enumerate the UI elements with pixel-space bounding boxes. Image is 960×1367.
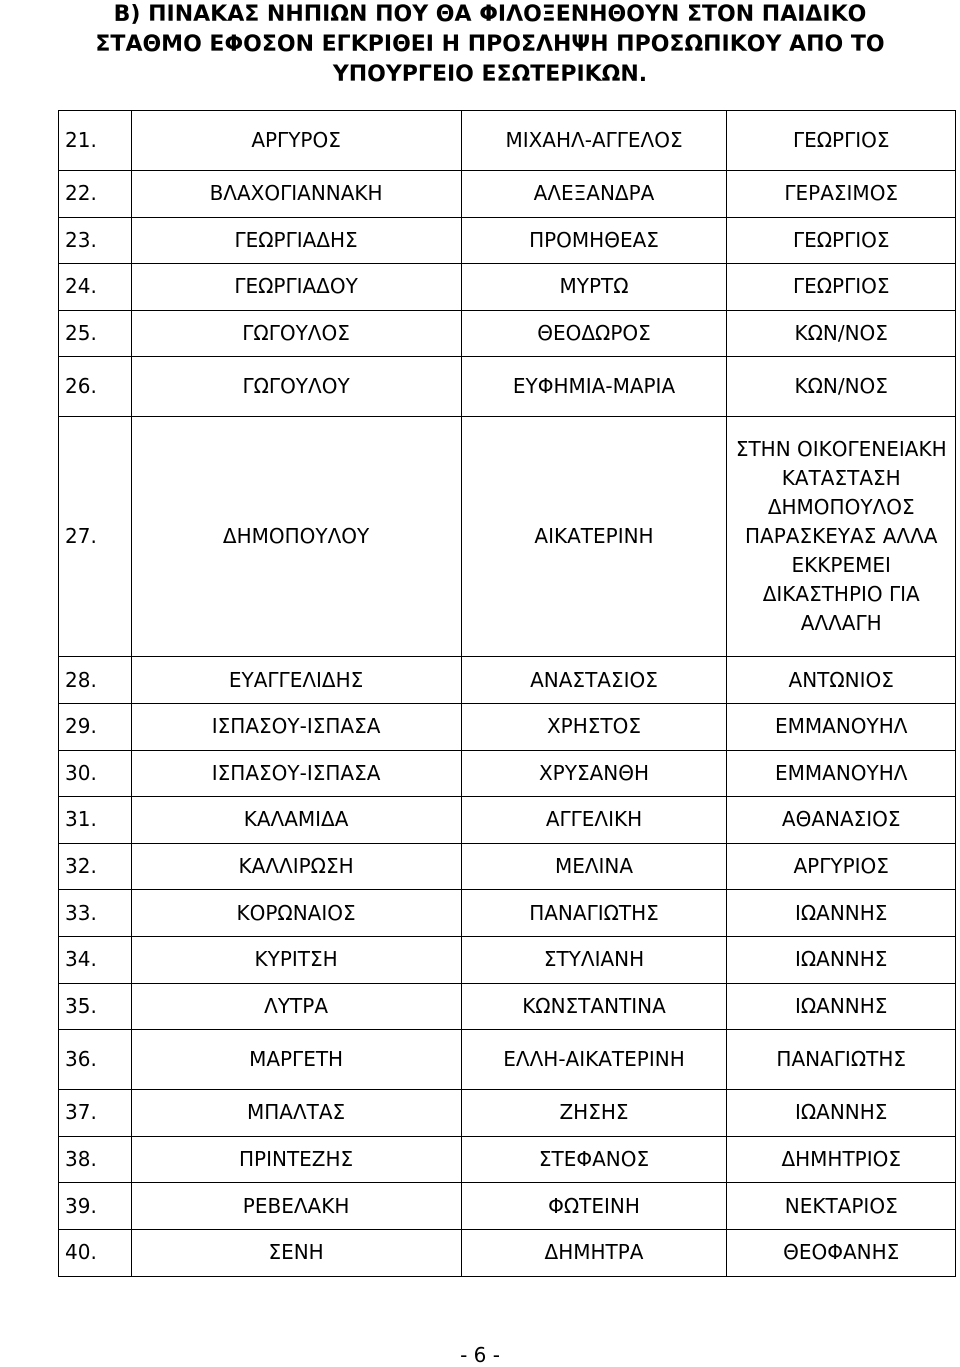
first-name-cell: ΠΡΟΜΗΘΕΑΣ (461, 217, 727, 264)
heading-line: Β) ΠΙΝΑΚΑΣ ΝΗΠΙΩΝ ΠΟΥ ΘΑ ΦΙΛΟΞΕΝΗΘΟΥΝ ΣΤΟΝ ΠΑΙΔΙΚΟ (113, 2, 867, 27)
first-name-cell: ΜΙΧΑΗΛ-ΑΓΓΕΛΟΣ (461, 111, 727, 171)
father-name-cell: ΚΩΝ/ΝΟΣ (727, 357, 956, 417)
table-row (59, 657, 956, 704)
surname-cell: ΜΠΑΛΤΑΣ (131, 1090, 461, 1137)
row-number: 23. (59, 217, 132, 264)
first-name-cell: ΜΥΡΤΩ (461, 264, 727, 311)
row-number: 37. (59, 1090, 132, 1137)
table-row (59, 936, 956, 983)
first-name-cell: ΦΩΤΕΙΝΗ (461, 1183, 727, 1230)
row-number: 26. (59, 357, 132, 417)
table-row (59, 1030, 956, 1090)
father-name-cell: ΣΤΗΝ ΟΙΚΟΓΕΝΕΙΑΚΗ ΚΑΤΑΣΤΑΣΗ ΔΗΜΟΠΟΥΛΟΣ ΠΑΡΑΣΚΕΥΑΣ ΑΛΛΑ ΕΚΚΡΕΜΕΙ ΔΙΚΑΣΤΗΡΙΟ ΓΙΑ ΑΛΛΑΓΗ (727, 417, 956, 657)
table-row (59, 264, 956, 311)
surname-cell: ΡΕΒΕΛΑΚΗ (131, 1183, 461, 1230)
first-name-cell: ΑΙΚΑΤΕΡΙΝΗ (461, 417, 727, 657)
row-number: 28. (59, 657, 132, 704)
row-number: 21. (59, 111, 132, 171)
father-name-cell: ΙΩΑΝΝΗΣ (727, 1090, 956, 1137)
surname-cell: ΒΛΑΧΟΓΙΑΝΝΑΚΗ (131, 171, 461, 218)
father-name-cell: ΕΜΜΑΝΟΥΗΛ (727, 750, 956, 797)
table-row (59, 217, 956, 264)
table-row (59, 1183, 956, 1230)
father-name-cell: ΕΜΜΑΝΟΥΗΛ (727, 703, 956, 750)
heading-line: ΣΤΑΘΜΟ ΕΦΟΣΟΝ ΕΓΚΡΙΘΕΙ Η ΠΡΟΣΛΗΨΗ ΠΡΟΣΩΠΙΚΟΥ ΑΠΟ ΤΟ (95, 32, 885, 57)
father-name-cell: ΝΕΚΤΑΡΙΟΣ (727, 1183, 956, 1230)
father-name-cell: ΓΕΡΑΣΙΜΟΣ (727, 171, 956, 218)
surname-cell: ΓΕΩΡΓΙΑΔΟΥ (131, 264, 461, 311)
first-name-cell: ΖΗΣΗΣ (461, 1090, 727, 1137)
row-number: 22. (59, 171, 132, 218)
surname-cell: ΙΣΠΑΣΟΥ-ΙΣΠΑΣΑ (131, 703, 461, 750)
children-table-body (59, 111, 956, 1277)
first-name-cell: ΑΛΕΞΑΝΔΡΑ (461, 171, 727, 218)
father-name-cell: ΠΑΝΑΓΙΩΤΗΣ (727, 1030, 956, 1090)
father-name-cell: ΑΘΑΝΑΣΙΟΣ (727, 797, 956, 844)
surname-cell: ΕΥΑΓΓΕΛΙΔΗΣ (131, 657, 461, 704)
father-name-cell: ΙΩΑΝΝΗΣ (727, 983, 956, 1030)
father-name-cell: ΙΩΑΝΝΗΣ (727, 890, 956, 937)
first-name-cell: ΑΝΑΣΤΑΣΙΟΣ (461, 657, 727, 704)
first-name-cell: ΧΡΥΣΑΝΘΗ (461, 750, 727, 797)
father-name-cell: ΘΕΟΦΑΝΗΣ (727, 1229, 956, 1276)
surname-cell: ΓΩΓΟΥΛΟΥ (131, 357, 461, 417)
first-name-cell: ΕΛΛΗ-ΑΙΚΑΤΕΡΙΝΗ (461, 1030, 727, 1090)
table-row (59, 1229, 956, 1276)
table-row (59, 310, 956, 357)
row-number: 31. (59, 797, 132, 844)
first-name-cell: ΣΤΥΛΙΑΝΗ (461, 936, 727, 983)
table-row (59, 171, 956, 218)
table-row (59, 417, 956, 657)
surname-cell: ΙΣΠΑΣΟΥ-ΙΣΠΑΣΑ (131, 750, 461, 797)
row-number: 32. (59, 843, 132, 890)
page-number: - 6 - (460, 1343, 500, 1367)
table-row (59, 703, 956, 750)
row-number: 29. (59, 703, 132, 750)
table-row (59, 111, 956, 171)
row-number: 27. (59, 417, 132, 657)
heading-line: ΥΠΟΥΡΓΕΙΟ ΕΣΩΤΕΡΙΚΩΝ. (332, 62, 648, 87)
surname-cell: ΑΡΓΥΡΟΣ (131, 111, 461, 171)
father-name-cell: ΚΩΝ/ΝΟΣ (727, 310, 956, 357)
table-row (59, 983, 956, 1030)
father-name-cell: ΑΝΤΩΝΙΟΣ (727, 657, 956, 704)
row-number: 30. (59, 750, 132, 797)
row-number: 40. (59, 1229, 132, 1276)
father-name-cell: ΓΕΩΡΓΙΟΣ (727, 111, 956, 171)
first-name-cell: ΘΕΟΔΩΡΟΣ (461, 310, 727, 357)
surname-cell: ΓΕΩΡΓΙΑΔΗΣ (131, 217, 461, 264)
first-name-cell: ΧΡΗΣΤΟΣ (461, 703, 727, 750)
surname-cell: ΚΟΡΩΝΑΙΟΣ (131, 890, 461, 937)
first-name-cell: ΕΥΦΗΜΙΑ-ΜΑΡΙΑ (461, 357, 727, 417)
table-row (59, 1136, 956, 1183)
row-number: 36. (59, 1030, 132, 1090)
row-number: 34. (59, 936, 132, 983)
row-number: 24. (59, 264, 132, 311)
first-name-cell: ΜΕΛΙΝΑ (461, 843, 727, 890)
first-name-cell: ΠΑΝΑΓΙΩΤΗΣ (461, 890, 727, 937)
first-name-cell: ΔΗΜΗΤΡΑ (461, 1229, 727, 1276)
surname-cell: ΜΑΡΓΕΤΗ (131, 1030, 461, 1090)
document-heading (60, 0, 920, 90)
table-row (59, 797, 956, 844)
first-name-cell: ΣΤΕΦΑΝΟΣ (461, 1136, 727, 1183)
father-name-cell: ΓΕΩΡΓΙΟΣ (727, 217, 956, 264)
row-number: 38. (59, 1136, 132, 1183)
surname-cell: ΚΑΛΑΜΙΔΑ (131, 797, 461, 844)
father-name-cell: ΑΡΓΥΡΙΟΣ (727, 843, 956, 890)
table-row (59, 843, 956, 890)
surname-cell: ΛΥΤΡΑ (131, 983, 461, 1030)
father-name-cell: ΔΗΜΗΤΡΙΟΣ (727, 1136, 956, 1183)
surname-cell: ΠΡΙΝΤΕΖΗΣ (131, 1136, 461, 1183)
children-table (58, 110, 956, 1277)
father-name-cell: ΙΩΑΝΝΗΣ (727, 936, 956, 983)
first-name-cell: ΑΓΓΕΛΙΚΗ (461, 797, 727, 844)
row-number: 33. (59, 890, 132, 937)
surname-cell: ΣΕΝΗ (131, 1229, 461, 1276)
father-name-cell: ΓΕΩΡΓΙΟΣ (727, 264, 956, 311)
surname-cell: ΚΑΛΛΙΡΩΣΗ (131, 843, 461, 890)
row-number: 35. (59, 983, 132, 1030)
row-number: 39. (59, 1183, 132, 1230)
table-row (59, 1090, 956, 1137)
surname-cell: ΓΩΓΟΥΛΟΣ (131, 310, 461, 357)
surname-cell: ΔΗΜΟΠΟΥΛΟΥ (131, 417, 461, 657)
table-row (59, 357, 956, 417)
row-number: 25. (59, 310, 132, 357)
table-row (59, 890, 956, 937)
surname-cell: ΚΥΡΙΤΣΗ (131, 936, 461, 983)
first-name-cell: ΚΩΝΣΤΑΝΤΙΝΑ (461, 983, 727, 1030)
table-row (59, 750, 956, 797)
